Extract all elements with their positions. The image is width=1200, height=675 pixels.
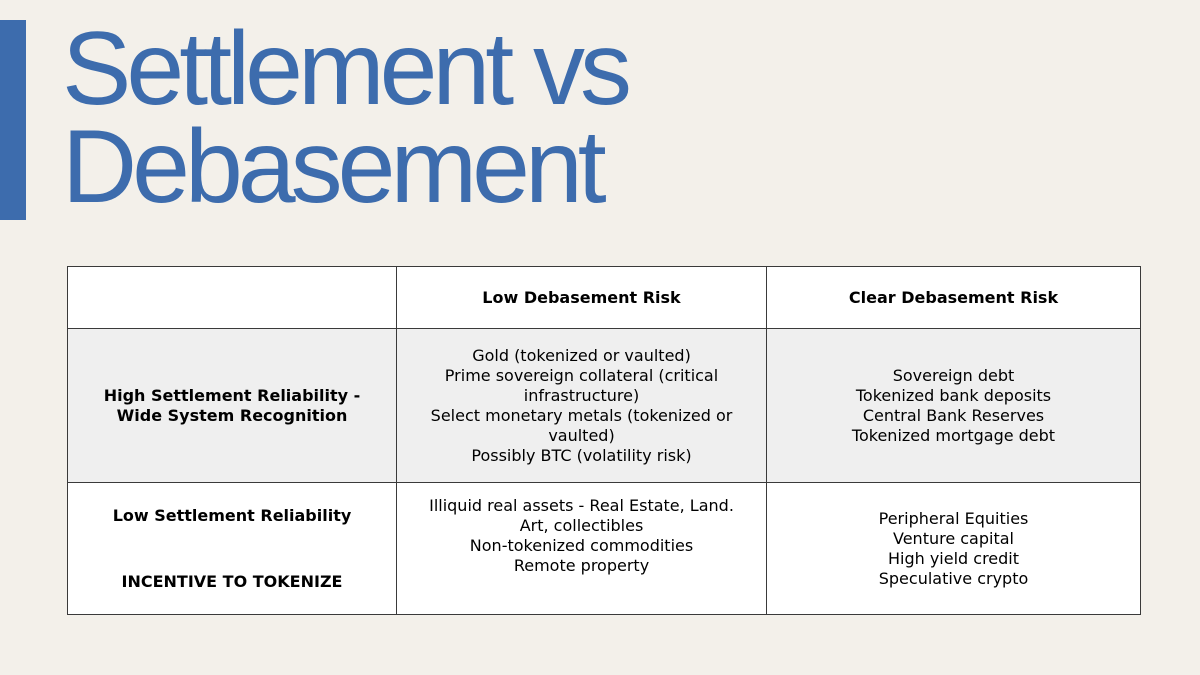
table-row-high-settlement (68, 329, 1141, 483)
row-label-low-settlement (68, 483, 397, 615)
list-item: Speculative crypto (878, 568, 1029, 588)
list-item: Possibly BTC (volatility risk) (471, 445, 692, 465)
table-header-row (68, 267, 1141, 329)
cell-low-clear-debasement (767, 483, 1141, 615)
accent-bar (0, 20, 26, 220)
row-label-high-settlement: High Settlement Reliability - Wide System Recognition (68, 329, 397, 483)
corner-cell (68, 267, 397, 329)
cell-high-clear-debasement (767, 329, 1141, 483)
column-header-low-debasement: Low Debasement Risk (397, 267, 767, 329)
list-item: Non-tokenized commodities (469, 535, 694, 555)
list-item: Art, collectibles (519, 515, 644, 535)
cell-low-low-debasement (397, 483, 767, 615)
settlement-debasement-matrix (67, 266, 1141, 615)
list-item: Remote property (513, 555, 650, 575)
cell-high-low-debasement (397, 329, 767, 483)
list-item: Venture capital (893, 528, 1014, 548)
list-item: Illiquid real assets - Real Estate, Land. (429, 495, 734, 515)
table-row-low-settlement (68, 483, 1141, 615)
list-item: Tokenized mortgage debt (851, 425, 1056, 445)
title-line-2: Debasement (62, 109, 602, 225)
list-item: Gold (tokenized or vaulted) (472, 345, 691, 365)
list-item: Select monetary metals (tokenized or vaulted) (430, 405, 733, 445)
list-item: Prime sovereign collateral (critical infrastructure) (444, 365, 719, 405)
row-label-text: Low Settlement Reliability (112, 505, 352, 525)
list-item: Tokenized bank deposits (855, 385, 1052, 405)
list-item: Central Bank Reserves (862, 405, 1045, 425)
list-item: Peripheral Equities (878, 508, 1029, 528)
list-item: Sovereign debt (892, 365, 1015, 385)
page-title (62, 11, 628, 225)
list-item: High yield credit (887, 548, 1020, 568)
row-sublabel-incentive: INCENTIVE TO TOKENIZE (121, 571, 343, 591)
title-line-1: Settlement vs (62, 11, 628, 127)
column-header-clear-debasement: Clear Debasement Risk (767, 267, 1141, 329)
